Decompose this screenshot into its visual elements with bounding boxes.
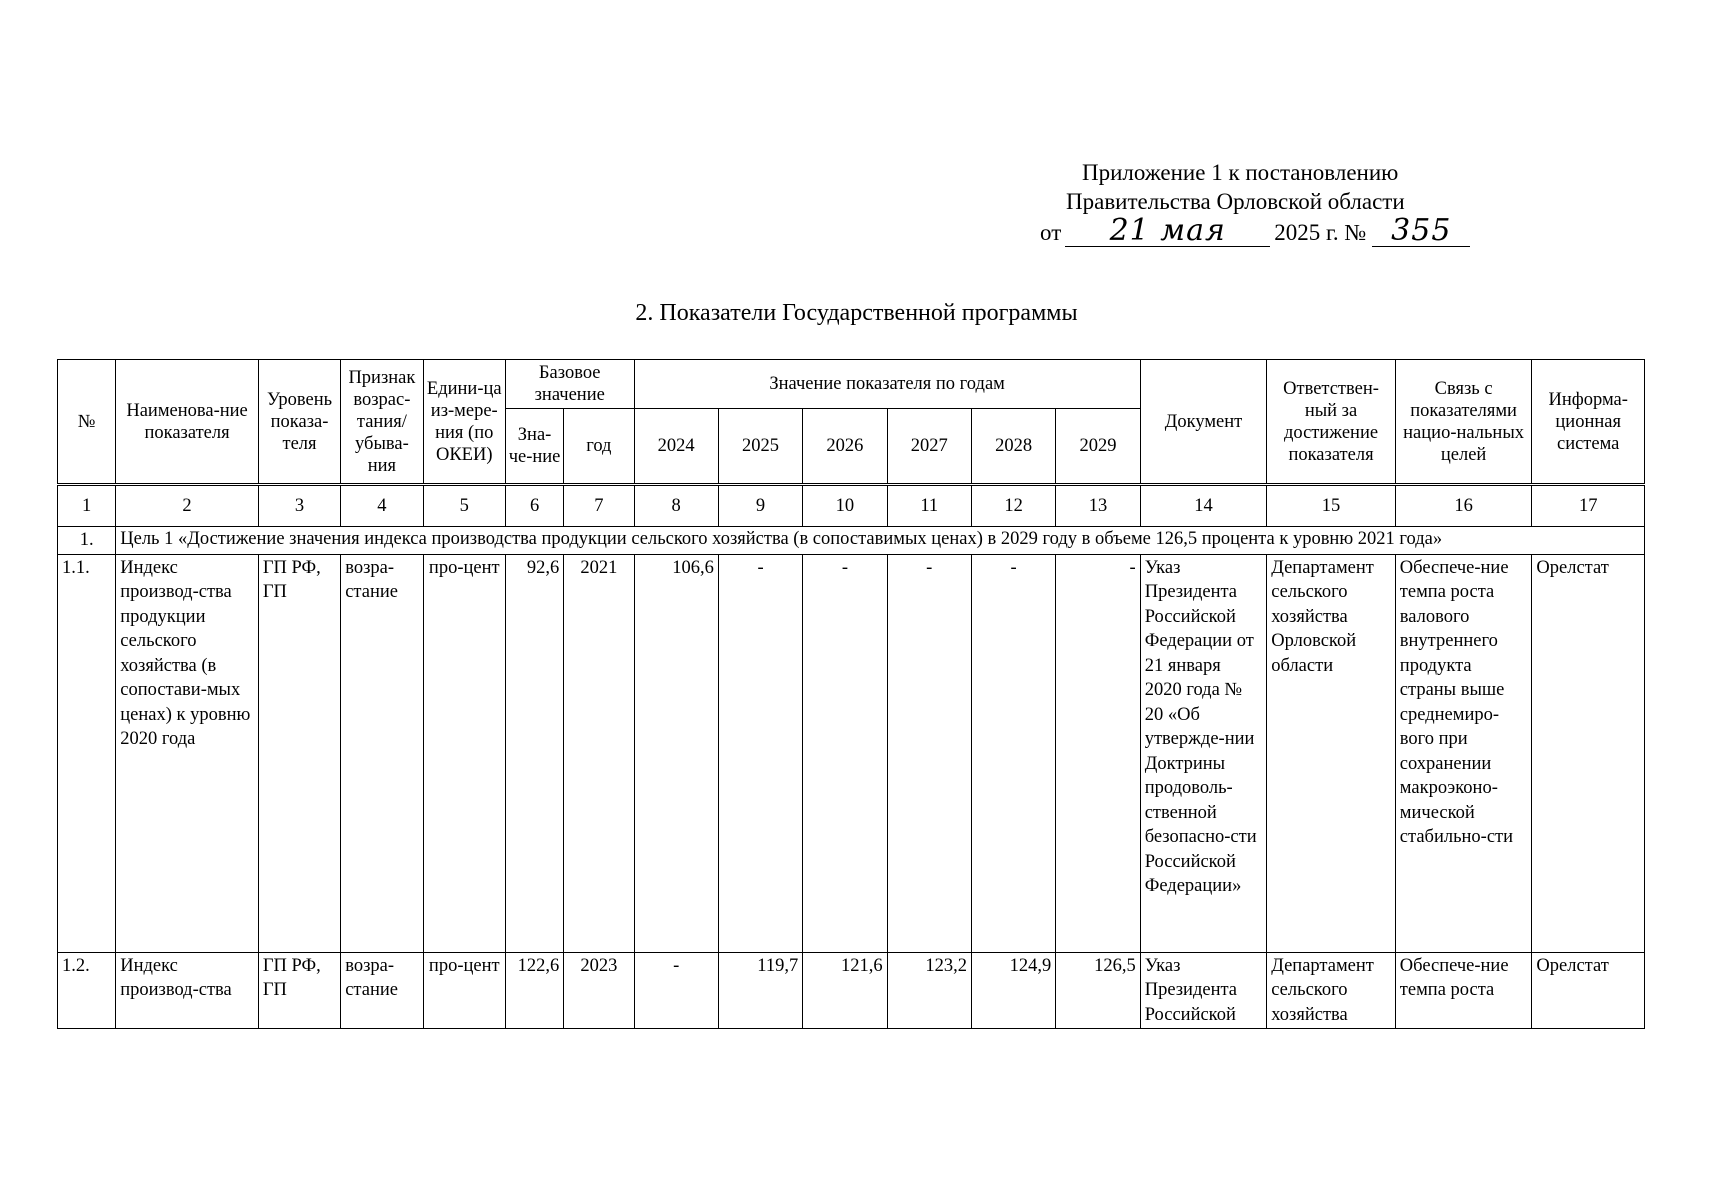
row-number: 1.2.	[58, 952, 116, 1029]
base-year: 2021	[564, 554, 634, 952]
info-system: Орелстат	[1532, 554, 1645, 952]
header-by-years: Значение показателя по годам	[634, 360, 1140, 409]
header-document: Документ	[1140, 360, 1267, 485]
header-sign: Признак возрас-тания/ убыва-ния	[341, 360, 423, 485]
indicator-unit: про-цент	[423, 952, 505, 1029]
indicator-sign: возра-стание	[341, 554, 423, 952]
handwritten-number: 355	[1372, 216, 1470, 247]
column-number: 1	[58, 485, 116, 527]
header-year: 2026	[803, 409, 887, 485]
indicator-name: Индекс производ-ства	[116, 952, 259, 1029]
header-base: Базовое значение	[505, 360, 634, 409]
indicator-level: ГП РФ, ГП	[258, 554, 340, 952]
column-number: 11	[887, 485, 971, 527]
appendix-prefix: от	[1040, 220, 1062, 245]
year-value: 124,9	[971, 952, 1055, 1029]
base-value: 122,6	[505, 952, 563, 1029]
header-link: Связь с показателями нацио-нальных целей	[1395, 360, 1532, 485]
year-value: 119,7	[718, 952, 802, 1029]
column-numbers-row	[58, 485, 1645, 527]
header-base-value: Зна-че-ние	[505, 409, 563, 485]
appendix-line2: Правительства Орловской области	[1066, 189, 1405, 214]
column-number: 17	[1532, 485, 1645, 527]
year-value: 121,6	[803, 952, 887, 1029]
column-number: 6	[505, 485, 563, 527]
responsible-org: Департамент сельского хозяйства	[1267, 952, 1396, 1029]
header-name: Наименова-ние показателя	[116, 360, 259, 485]
table-row	[58, 952, 1645, 1029]
header-year: 2025	[718, 409, 802, 485]
column-number: 9	[718, 485, 802, 527]
year-value: -	[803, 554, 887, 952]
header-no: №	[58, 360, 116, 485]
column-number: 2	[116, 485, 259, 527]
appendix-date-line	[1040, 213, 1520, 248]
base-value: 92,6	[505, 554, 563, 952]
table-row	[58, 554, 1645, 952]
column-number: 3	[258, 485, 340, 527]
year-value: -	[887, 554, 971, 952]
year-value: -	[634, 952, 718, 1029]
year-value: 126,5	[1056, 952, 1140, 1029]
column-number: 16	[1395, 485, 1532, 527]
year-value: -	[971, 554, 1055, 952]
column-number: 14	[1140, 485, 1267, 527]
indicator-unit: про-цент	[423, 554, 505, 952]
indicator-name: Индекс производ-ства продукции сельского хозяйства (в сопостави-мых ценах) к уровню 2020 года	[116, 554, 259, 952]
document-ref: Указ Президента Российской Федерации от 21 января 2020 года № 20 «Об утвержде-нии Доктрины продоволь-ственной безопасно-сти Российской Федерации»	[1140, 554, 1267, 952]
base-year: 2023	[564, 952, 634, 1029]
header-base-year: год	[564, 409, 634, 485]
appendix-year: 2025 г. №	[1274, 220, 1367, 245]
header-info-system: Информа-ционная система	[1532, 360, 1645, 485]
column-number: 15	[1267, 485, 1396, 527]
goal-text: Цель 1 «Достижение значения индекса производства продукции сельского хозяйства (в сопоставимых ценах) в 2029 году в объеме 126,5 процента к уровню 2021 года»	[116, 527, 1645, 555]
indicators-table	[57, 359, 1645, 1029]
column-number: 8	[634, 485, 718, 527]
handwritten-date: 21 мая	[1065, 216, 1270, 247]
header-year: 2024	[634, 409, 718, 485]
column-number: 4	[341, 485, 423, 527]
header-year: 2028	[971, 409, 1055, 485]
column-number: 5	[423, 485, 505, 527]
header-year: 2029	[1056, 409, 1140, 485]
goal-number: 1.	[58, 527, 116, 555]
national-goal-link: Обеспече-ние темпа роста	[1395, 952, 1532, 1029]
year-value: 106,6	[634, 554, 718, 952]
header-level: Уровень показа-теля	[258, 360, 340, 485]
national-goal-link: Обеспече-ние темпа роста валового внутреннего продукта страны выше среднемиро-вого при сохранении макроэконо-мической стабильно-сти	[1395, 554, 1532, 952]
header-responsible: Ответствен-ный за достижение показателя	[1267, 360, 1396, 485]
year-value: 123,2	[887, 952, 971, 1029]
year-value: -	[718, 554, 802, 952]
year-value: -	[1056, 554, 1140, 952]
document-ref: Указ Президента Российской	[1140, 952, 1267, 1029]
column-number: 10	[803, 485, 887, 527]
responsible-org: Департамент сельского хозяйства Орловской области	[1267, 554, 1396, 952]
column-number: 12	[971, 485, 1055, 527]
row-number: 1.1.	[58, 554, 116, 952]
header-unit: Едини-ца из-мере-ния (по ОКЕИ)	[423, 360, 505, 485]
goal-row	[58, 527, 1645, 555]
appendix-header	[1040, 158, 1520, 247]
appendix-line1: Приложение 1 к постановлению	[1082, 160, 1399, 185]
info-system: Орелстат	[1532, 952, 1645, 1029]
column-number: 13	[1056, 485, 1140, 527]
document-title: 2. Показатели Государственной программы	[635, 300, 1078, 326]
indicator-level: ГП РФ, ГП	[258, 952, 340, 1029]
column-number: 7	[564, 485, 634, 527]
indicator-sign: возра-стание	[341, 952, 423, 1029]
header-year: 2027	[887, 409, 971, 485]
